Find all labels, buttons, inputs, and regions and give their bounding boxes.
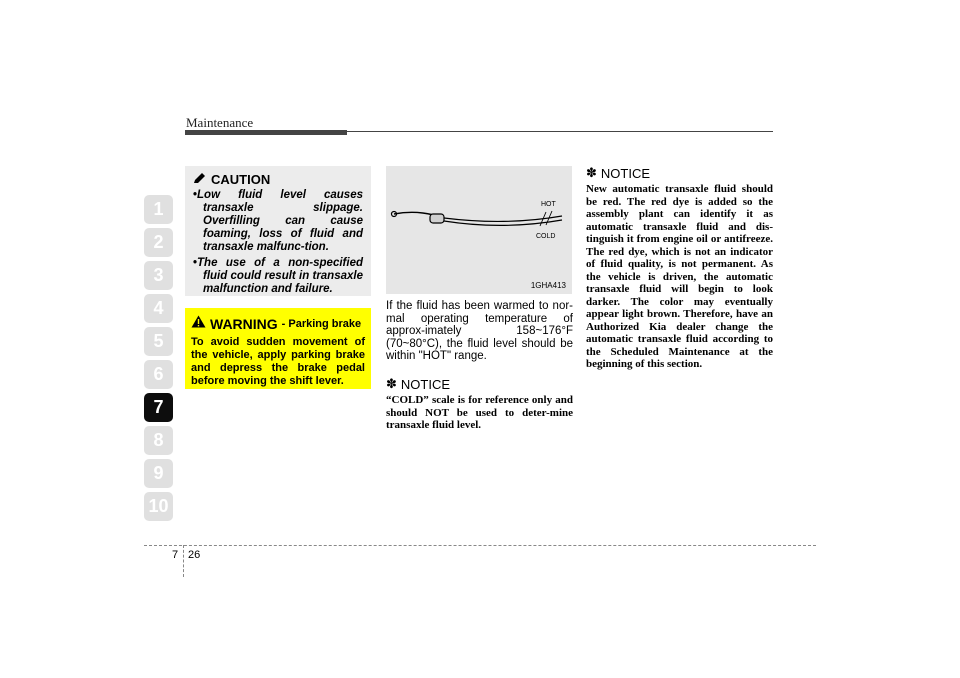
caution-list — [193, 189, 363, 296]
caution-title-row — [193, 172, 363, 187]
warning-title: WARNING — [210, 316, 278, 332]
footer-rule — [144, 545, 816, 546]
cold-label: COLD — [536, 233, 556, 240]
caution-item: • The use of a non-specified fluid could result in transaxle malfunction and failure. — [193, 257, 363, 296]
header-rule-accent — [185, 130, 347, 135]
footer-divider — [183, 545, 184, 577]
caution-item: • Low fluid level causes transaxle slippage. Overfilling can cause foaming, loss of fluid and transaxle malfunc-tion. — [193, 189, 363, 254]
notice-text: New automatic transaxle fluid should be red. The red dye is added so the assembly plant can identify it as automatic transaxle fluid and dis-tinguish it from engine oil or antifreeze. The red dye, which is not an indicator of fluid quality, is not permanent. As the vehicle is driven, the automatic transaxle fluid will begin to look darker. The color may eventually appear light brown. Therefore, have an Authorized Kia dealer change the automatic transaxle fluid according to the Scheduled Maintenance at the beginning of this section. — [586, 183, 773, 370]
notice-title: NOTICE — [600, 165, 651, 181]
warning-box — [185, 308, 371, 389]
asterisk-icon: ✽ — [386, 376, 397, 391]
notice-heading — [586, 165, 773, 181]
footer-chapter-number: 7 — [172, 549, 179, 561]
chapter-tab-4[interactable]: 4 — [144, 294, 173, 323]
pencil-icon — [193, 172, 207, 187]
chapter-tab-7[interactable]: 7 — [144, 393, 173, 422]
fluid-level-text: If the fluid has been warmed to nor-mal operating temperature of approx-imately 158~176°F (70~80°C), the fluid level should be within "HOT" range. — [386, 300, 573, 362]
notice-heading — [386, 376, 573, 392]
warning-triangle-icon — [191, 315, 206, 333]
hot-label: HOT — [541, 201, 556, 208]
warning-subtitle: - Parking brake — [281, 318, 362, 330]
chapter-tab-2[interactable]: 2 — [144, 228, 173, 257]
dipstick-figure — [386, 166, 572, 294]
notice-title: NOTICE — [400, 376, 451, 392]
notice-text: “COLD” scale is for reference only and should NOT be used to deter-mine transaxle fluid level. — [386, 394, 573, 431]
chapter-tab-3[interactable]: 3 — [144, 261, 173, 290]
chapter-tab-10[interactable]: 10 — [144, 492, 173, 521]
chapter-nav — [144, 195, 173, 525]
notice-fluid-color — [586, 165, 773, 371]
chapter-tab-9[interactable]: 9 — [144, 459, 173, 488]
header-title: Maintenance — [186, 115, 254, 130]
figure-code: 1GHA413 — [530, 281, 566, 290]
chapter-tab-8[interactable]: 8 — [144, 426, 173, 455]
caution-box — [185, 166, 371, 296]
warning-title-row — [191, 315, 365, 333]
chapter-tab-1[interactable]: 1 — [144, 195, 173, 224]
notice-cold — [386, 376, 573, 432]
warning-text: To avoid sudden movement of the vehicle, apply parking brake and depress the brake pedal before moving the shift lever. — [191, 336, 365, 387]
asterisk-icon: ✽ — [586, 165, 597, 180]
chapter-tab-5[interactable]: 5 — [144, 327, 173, 356]
dipstick-illustration — [386, 166, 572, 294]
footer-page-number: 26 — [188, 549, 201, 561]
chapter-tab-6[interactable]: 6 — [144, 360, 173, 389]
caution-title: CAUTION — [211, 172, 271, 187]
